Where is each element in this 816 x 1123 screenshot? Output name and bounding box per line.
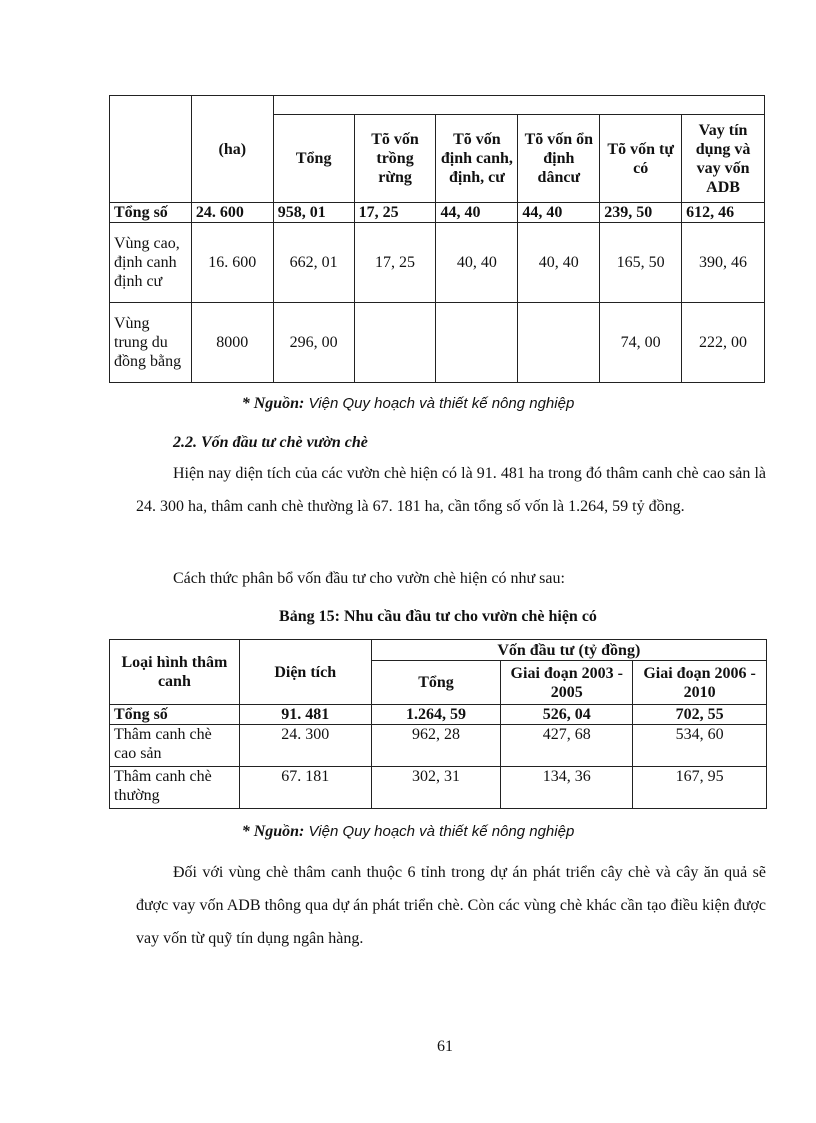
table1-source-note xyxy=(0,395,816,413)
section-heading: 2.2. Vốn đầu tư chè vườn chè xyxy=(173,434,368,451)
table1-top-row xyxy=(110,96,765,115)
table-cell xyxy=(518,303,600,383)
table-row xyxy=(110,767,767,809)
table-cell: 612, 46 xyxy=(682,203,765,223)
table2-source-note xyxy=(0,823,816,841)
table-cell: 962, 28 xyxy=(371,725,501,767)
table-cell: 40, 40 xyxy=(518,223,600,303)
table-cell: 24. 600 xyxy=(191,203,273,223)
table-cell: 91. 481 xyxy=(239,705,371,725)
table-cell: 165, 50 xyxy=(600,223,682,303)
row-label: Thâm canh chè thường xyxy=(110,767,240,809)
table1-header-cell: Tõ vốn định canh, định, cư xyxy=(436,115,518,203)
table-cell: 958, 01 xyxy=(273,203,354,223)
table-row xyxy=(110,203,765,223)
table-cell: 44, 40 xyxy=(436,203,518,223)
table-cell: 427, 68 xyxy=(501,725,633,767)
table1-header-cell: Tõ vốn tự có xyxy=(600,115,682,203)
row-label: Vùng trung du đồng bằng xyxy=(110,303,192,383)
table1-corner-cell xyxy=(110,96,192,203)
table-row xyxy=(110,223,765,303)
table-cell: 302, 31 xyxy=(371,767,501,809)
paragraph-1: Hiện nay diện tích của các vườn chè hiện có là 91. 481 ha trong đó thâm canh chè cao sản là 24. 300 ha, thâm canh chè thường là 67. 181 ha, cần tổng số vốn là 1.264, 59 tỷ đồng. xyxy=(136,465,766,515)
source-text: Viện Quy hoạch và thiết kế nông nghiệp xyxy=(304,395,575,412)
table1-header-cell: Tổng xyxy=(273,115,354,203)
table2-header-row xyxy=(110,640,767,661)
table-cell: 1.264, 59 xyxy=(371,705,501,725)
table2-subheader-cell: Giai đoạn 2003 - 2005 xyxy=(501,661,633,705)
investment-table-1 xyxy=(109,95,765,383)
table1-header-cell: Tõ vốn ổn định dâncư xyxy=(518,115,600,203)
table-cell: 296, 00 xyxy=(273,303,354,383)
table-cell: 134, 36 xyxy=(501,767,633,809)
table2-type-header: Loại hình thâm canh xyxy=(110,640,240,705)
table-cell: 44, 40 xyxy=(518,203,600,223)
table-cell: 17, 25 xyxy=(354,223,436,303)
paragraph-2: Cách thức phân bổ vốn đầu tư cho vườn chè hiện có như sau: xyxy=(173,570,565,587)
table-cell: 167, 95 xyxy=(633,767,767,809)
paragraph-3: Đối với vùng chè thâm canh thuộc 6 tỉnh trong dự án phát triển cây chè và cây ăn quả sẽ được vay vốn ADB thông qua dự án phát triển chè. Còn các vùng chè khác cần tạo điều kiện được vay vốn từ quỹ tín dụng ngân hàng. xyxy=(136,864,766,947)
table-cell: 24. 300 xyxy=(239,725,371,767)
table-cell: 222, 00 xyxy=(682,303,765,383)
table-cell: 239, 50 xyxy=(600,203,682,223)
table1-header-cell: Vay tín dụng và vay vốn ADB xyxy=(682,115,765,203)
row-label: Vùng cao, định canh định cư xyxy=(110,223,192,303)
table2-group-header: Vốn đầu tư (tỷ đồng) xyxy=(371,640,766,661)
table-cell: 526, 04 xyxy=(501,705,633,725)
table2-subheader-cell: Tổng xyxy=(371,661,501,705)
table-cell: 662, 01 xyxy=(273,223,354,303)
table1-group-header xyxy=(273,96,764,115)
table-row xyxy=(110,705,767,725)
table2-subheader-cell: Giai đoạn 2006 - 2010 xyxy=(633,661,767,705)
page-number: 61 xyxy=(437,1038,453,1055)
table-row xyxy=(110,303,765,383)
table2-caption: Bảng 15: Nhu cầu đầu tư cho vườn chè hiện có xyxy=(279,608,597,625)
table1-unit-header: (ha) xyxy=(191,96,273,203)
row-label: Tổng số xyxy=(110,705,240,725)
table-cell: 74, 00 xyxy=(600,303,682,383)
table-cell: 17, 25 xyxy=(354,203,436,223)
source-prefix: * Nguồn: xyxy=(241,823,305,840)
table-cell xyxy=(354,303,436,383)
table-cell: 390, 46 xyxy=(682,223,765,303)
row-label: Tổng số xyxy=(110,203,192,223)
table-cell: 16. 600 xyxy=(191,223,273,303)
table-cell: 67. 181 xyxy=(239,767,371,809)
source-prefix: * Nguồn: xyxy=(241,395,305,412)
row-label: Thâm canh chè cao sản xyxy=(110,725,240,767)
table-cell: 8000 xyxy=(191,303,273,383)
table1-header-cell: Tõ vốn trồng rừng xyxy=(354,115,436,203)
source-text: Viện Quy hoạch và thiết kế nông nghiệp xyxy=(304,823,575,840)
table-cell: 702, 55 xyxy=(633,705,767,725)
table-cell xyxy=(436,303,518,383)
table-row xyxy=(110,725,767,767)
table-cell: 534, 60 xyxy=(633,725,767,767)
table2-area-header: Diện tích xyxy=(239,640,371,705)
table-cell: 40, 40 xyxy=(436,223,518,303)
investment-table-2 xyxy=(109,639,767,809)
